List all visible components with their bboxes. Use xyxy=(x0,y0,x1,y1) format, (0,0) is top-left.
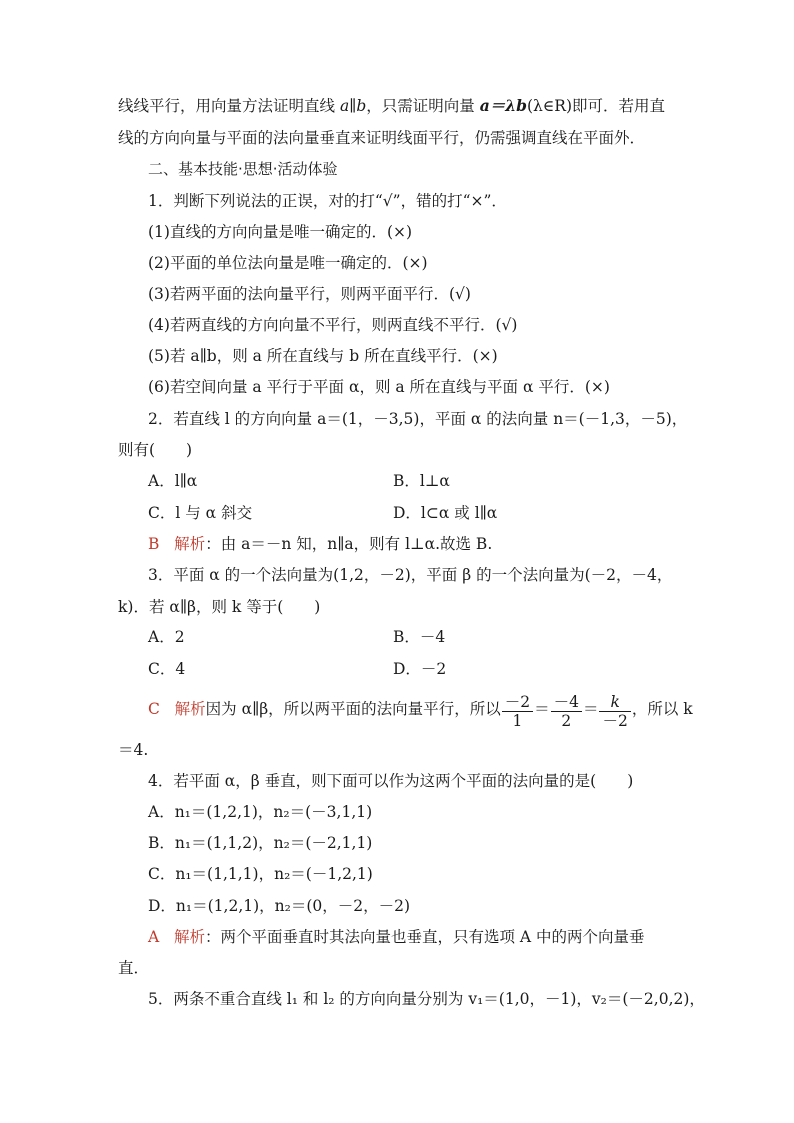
fraction-1 xyxy=(502,693,533,730)
q1-stem: 1．判断下列说法的正误，对的打“√”，错的打“×”． xyxy=(148,192,507,210)
q2-option-c: C．l 与 α 斜交 xyxy=(148,504,253,522)
numerator: －2 xyxy=(502,693,533,712)
q2-stem-line-2: 则有( ) xyxy=(118,441,193,459)
answer-label: 解析 xyxy=(174,535,206,553)
answer-label: 解析 xyxy=(173,928,205,946)
answer-text: ：由 a＝－n 知，n∥a，则有 l⊥α.故选 B. xyxy=(205,535,493,553)
denominator: －2 xyxy=(602,711,628,730)
q4-option-b: B．n₁＝(1,1,2)，n₂＝(－2,1,1) xyxy=(148,834,373,852)
q2-option-b: B．l⊥α xyxy=(393,472,450,490)
q3-option-b: B．－4 xyxy=(393,628,446,646)
q3-stem-line-1: 3．平面 α 的一个法向量为(1,2，－2)，平面 β 的一个法向量为(－2，－4， xyxy=(148,566,673,584)
text: 线线平行，用向量方法证明直线 xyxy=(118,97,340,115)
q3-answer xyxy=(148,688,693,730)
fraction-3 xyxy=(599,693,630,730)
numerator: －4 xyxy=(551,693,582,712)
section-heading: 二、基本技能·思想·活动体验 xyxy=(148,160,338,178)
numerator: k xyxy=(599,693,630,712)
q1-item-5: (5)若 a∥b，则 a 所在直线与 b 所在直线平行．(×) xyxy=(148,347,498,365)
para-top-line-2: 线的方向向量与平面的法向量垂直来证明线面平行，仍需强调直线在平面外． xyxy=(118,129,646,147)
denominator: 1 xyxy=(512,711,523,730)
denominator: 2 xyxy=(561,711,572,730)
q4-stem: 4．若平面 α，β 垂直，则下面可以作为这两个平面的法向量的是( ) xyxy=(148,772,634,790)
q3-answer-line-2: ＝4. xyxy=(118,741,149,759)
q4-option-c: C．n₁＝(1,1,1)，n₂＝(－1,2,1) xyxy=(148,865,373,883)
q3-option-d: D．－2 xyxy=(393,660,447,678)
q4-answer-line-2: 直． xyxy=(118,959,150,977)
q1-item-1: (1)直线的方向向量是唯一确定的．(×) xyxy=(148,223,413,241)
fraction-2 xyxy=(551,693,582,730)
q2-answer xyxy=(148,534,492,554)
equals: ＝ xyxy=(582,700,599,718)
q4-option-a: A．n₁＝(1,2,1)，n₂＝(－3,1,1) xyxy=(148,803,373,821)
equals: ＝ xyxy=(534,700,550,718)
q1-item-2: (2)平面的单位法向量是唯一确定的．(×) xyxy=(148,254,428,272)
q1-item-3: (3)若两平面的法向量平行，则两平面平行．(√) xyxy=(148,285,471,303)
text: (λ∈R)即可．若用直 xyxy=(526,97,666,115)
q3-option-a: A．2 xyxy=(148,628,185,646)
text: ，只需证明向量 xyxy=(366,97,480,115)
q4-answer xyxy=(148,927,645,947)
q2-option-a: A．l∥α xyxy=(148,472,198,490)
answer-text: ：两个平面垂直时其法向量也垂直，只有选项 A 中的两个向量垂 xyxy=(205,928,645,946)
q2-stem-line-1: 2．若直线 l 的方向向量 a＝(1，－3,5)，平面 α 的法向量 n＝(－1,3，－5)， xyxy=(148,410,688,428)
answer-letter: C xyxy=(148,700,160,718)
para-top-line-1 xyxy=(118,96,665,116)
q5-stem-line-1: 5．两条不重合直线 l₁ 和 l₂ 的方向向量分别为 v₁＝(1,0，－1)，v₂＝(－2,0,2)， xyxy=(148,990,705,1008)
q1-item-6: (6)若空间向量 a 平行于平面 α，则 a 所在直线与平面 α 平行．(×) xyxy=(148,378,610,396)
q1-item-4: (4)若两直线的方向向量不平行，则两直线不平行．(√) xyxy=(148,316,518,334)
answer-text: ，所以 k xyxy=(631,700,693,718)
answer-letter: B xyxy=(148,535,160,553)
q2-option-d: D．l⊂α 或 l∥α xyxy=(393,504,498,522)
math: a∥b xyxy=(339,97,367,115)
q3-option-c: C．4 xyxy=(148,660,186,678)
math: a＝λb xyxy=(479,96,527,115)
q4-option-d: D．n₁＝(1,2,1)，n₂＝(0，－2，－2) xyxy=(148,897,411,915)
answer-label: 解析 xyxy=(174,700,206,718)
answer-text: 因为 α∥β，所以两平面的法向量平行，所以 xyxy=(205,700,501,718)
answer-letter: A xyxy=(148,928,160,946)
q3-stem-line-2: k)．若 α∥β，则 k 等于( ) xyxy=(118,598,321,616)
